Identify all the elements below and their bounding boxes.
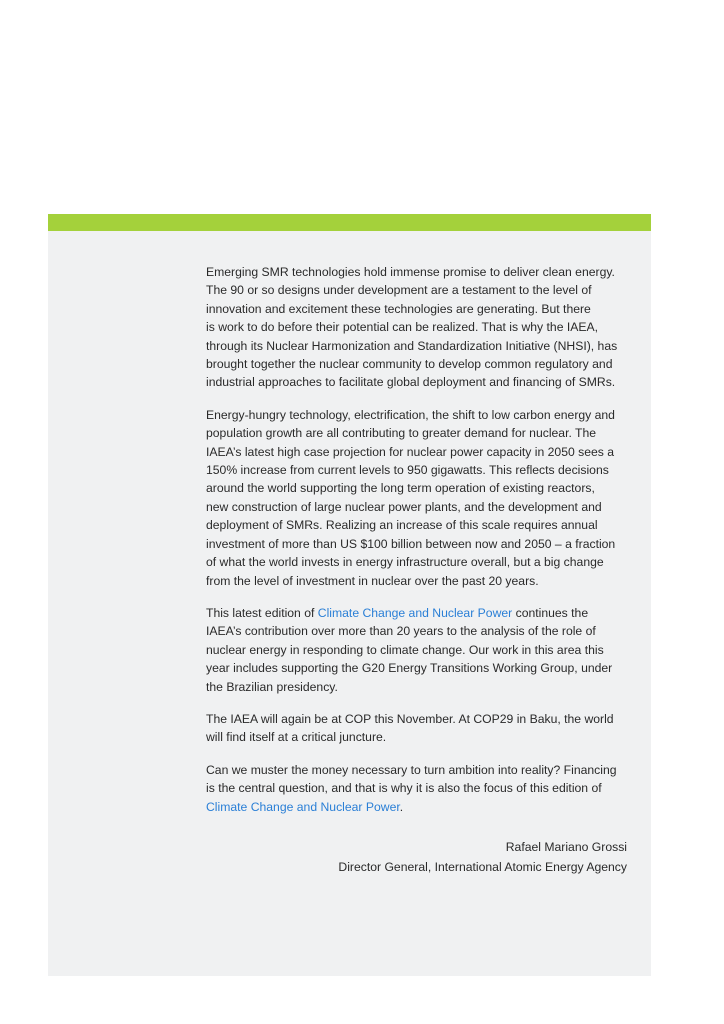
- paragraph-edition: [206, 604, 630, 696]
- foreword-panel: [48, 214, 651, 976]
- paragraph-edition-before: This latest edition of: [206, 605, 318, 620]
- paragraph-financing-before: Can we muster the money necessary to turn ambition into reality? Financing is the central question, and that is why it is also the focus of this edition of: [206, 762, 617, 796]
- paragraph-edition-after: continues the IAEA’s contribution over more than 20 years to the analysis of the role of nuclear energy in responding to climate change. Our work in this area this year includes supporting the G20 Energy Transitions Working Group, under the Brazilian presidency.: [206, 605, 613, 694]
- paragraph-financing-after: .: [399, 799, 404, 814]
- signatory-title: Director General, International Atomic Energy Agency: [338, 860, 627, 874]
- paragraph-smr: Emerging SMR technologies hold immense promise to deliver clean energy. The 90 or so designs under development are a testament to the level of innovation and excitement these technologies are generating. But there is work to do before their potential can be realized. That is why the IAEA, through its Nuclear Harmonization and Standardization Initiative (NHSI), has brought together the nuclear community to develop common regulatory and industrial approaches to facilitate global deployment and financing of SMRs.: [206, 265, 618, 390]
- publication-title-link-2[interactable]: Climate Change and Nuclear Power: [206, 799, 400, 814]
- paragraph-cop: The IAEA will again be at COP this November. At COP29 in Baku, the world will find itself at a critical juncture.: [206, 711, 614, 745]
- accent-bar: [48, 214, 651, 231]
- paragraph-demand: Energy-hungry technology, electrification, the shift to low carbon energy and population growth are all contributing to greater demand for nuclear. The IAEA’s latest high case projection for nuclear power capacity in 2050 sees a 150% increase from current levels to 950 gigawatts. This reflects decisions around the world supporting the long term operation of existing reactors, new construction of large nuclear power plants, and the development and deployment of SMRs. Realizing an increase of this scale requires annual investment of more than US $100 billion between now and 2050 – a fraction of what the world invests in energy infrastructure overall, but a big change from the level of investment in nuclear over the past 20 years.: [206, 407, 616, 588]
- signature-block: [338, 837, 627, 877]
- paragraph-financing: [206, 761, 630, 816]
- foreword-body: [206, 263, 630, 816]
- publication-title-link[interactable]: Climate Change and Nuclear Power: [317, 605, 513, 620]
- signatory-name: Rafael Mariano Grossi: [505, 840, 627, 854]
